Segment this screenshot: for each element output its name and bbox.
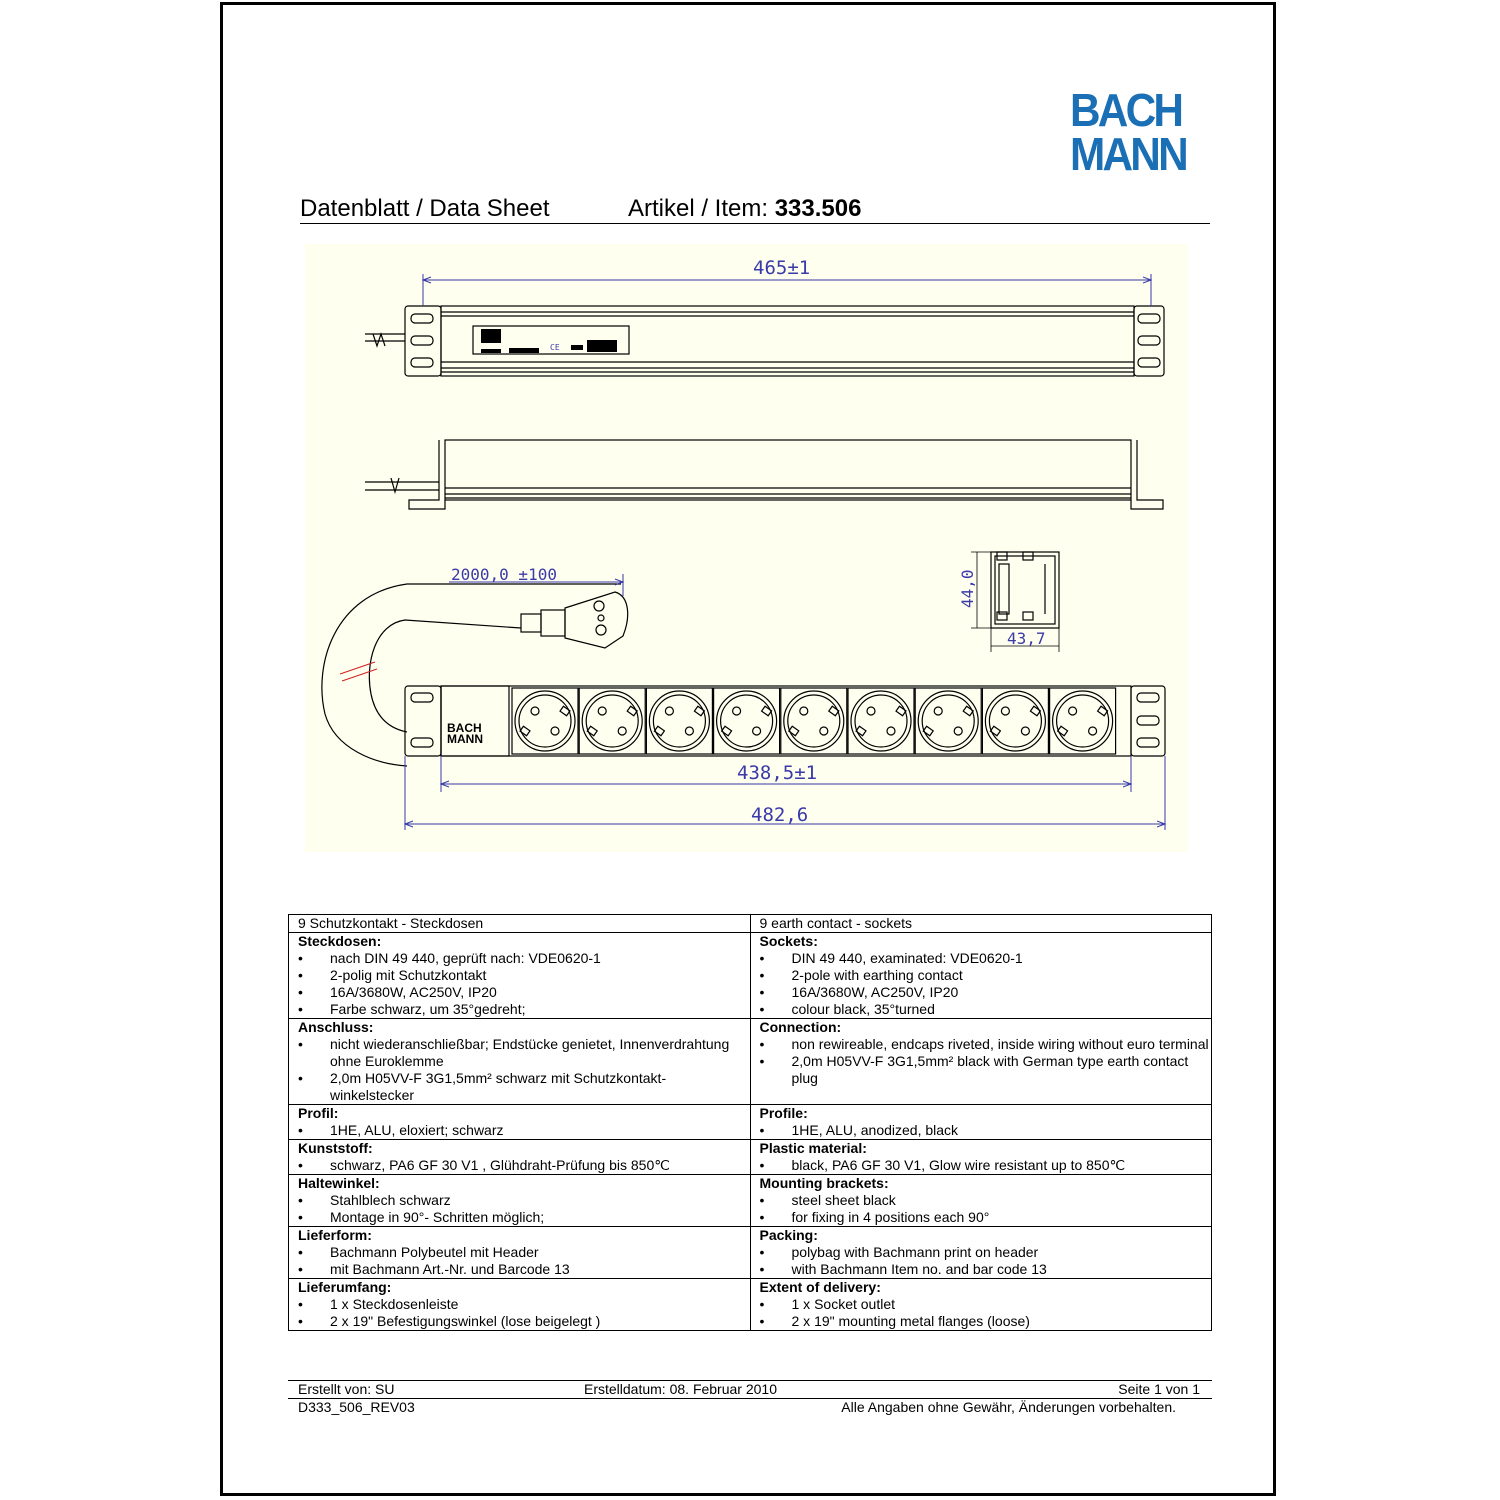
- footer-row-2: [288, 1399, 1212, 1416]
- bullet-item: • with Bachmann Item no. and bar code 13: [760, 1261, 1212, 1278]
- specs-cell-de: [289, 1227, 751, 1279]
- bullet-item: • DIN 49 440, examinated: VDE0620-1: [760, 950, 1212, 967]
- specs-cell-en: [750, 1105, 1212, 1140]
- section-heading: Lieferumfang:: [298, 1279, 392, 1295]
- dim-width-label: 43,7: [1007, 629, 1046, 648]
- specs-title-de: 9 Schutzkontakt - Steckdosen: [289, 915, 751, 933]
- bullet-item: • Farbe schwarz, um 35°gedreht;: [298, 1001, 750, 1018]
- section-heading: Extent of delivery:: [759, 1279, 881, 1295]
- bullet-list: [760, 1122, 1212, 1139]
- bullet-list: [760, 1192, 1212, 1226]
- specs-row: [289, 933, 1212, 1019]
- bullet-item: • Montage in 90°- Schritten möglich;: [298, 1209, 750, 1226]
- bullet-list: [298, 1192, 750, 1226]
- specs-row: [289, 1105, 1212, 1140]
- section-heading: Profil:: [298, 1105, 339, 1121]
- drawing-svg: [305, 244, 1188, 852]
- footer-created-by: Erstellt von: SU: [298, 1381, 395, 1397]
- item-label-text: Artikel / Item:: [628, 195, 775, 222]
- socket-icon: [512, 688, 578, 754]
- bullet-item: • 2,0m H05VV-F 3G1,5mm² schwarz mit Schutzkontakt-winkelstecker: [298, 1070, 750, 1104]
- specs-row: [289, 1175, 1212, 1227]
- specs-title-en: 9 earth contact - sockets: [750, 915, 1212, 933]
- small-logo-line-1: BACH: [447, 721, 482, 735]
- bullet-item: • non rewireable, endcaps riveted, inside wiring without euro terminal: [760, 1036, 1212, 1053]
- sockets-group: [512, 688, 1116, 754]
- dim-length-label: 465±1: [753, 257, 811, 279]
- item-label: [628, 195, 861, 223]
- dim-height-label: 44,0: [958, 569, 977, 608]
- specs-row: [289, 1279, 1212, 1331]
- specs-table: [288, 914, 1212, 1331]
- bullet-list: [298, 1244, 750, 1278]
- footer-created-date: Erstelldatum: 08. Februar 2010: [584, 1381, 777, 1397]
- socket-icon: [646, 688, 712, 754]
- section-heading: Lieferform:: [298, 1227, 372, 1243]
- logo-line-2: MANN: [1070, 128, 1186, 180]
- dim-inner-label: 438,5±1: [737, 762, 818, 784]
- specs-row: [289, 1140, 1212, 1175]
- specs-cell-en: [750, 1279, 1212, 1331]
- bullet-list: [298, 950, 750, 1018]
- specs-cell-de: [289, 933, 751, 1019]
- footer: [288, 1380, 1212, 1416]
- bullet-item: • 2 x 19" Befestigungswinkel (lose beigelegt ): [298, 1313, 750, 1330]
- section-heading: Profile:: [759, 1105, 808, 1121]
- bachmann-logo: [1070, 84, 1199, 180]
- bullet-item: • Bachmann Polybeutel mit Header: [298, 1244, 750, 1261]
- bullet-item: • for fixing in 4 positions each 90°: [760, 1209, 1212, 1226]
- specs-cell-de: [289, 1019, 751, 1105]
- footer-disclaimer: Alle Angaben ohne Gewähr, Änderungen vorbehalten.: [841, 1399, 1176, 1415]
- section-heading: Packing:: [759, 1227, 818, 1243]
- bullet-item: • nicht wiederanschließbar; Endstücke genietet, Innenverdrahtung ohne Euroklemme: [298, 1036, 750, 1070]
- socket-icon: [915, 688, 981, 754]
- bullet-item: • Stahlblech schwarz: [298, 1192, 750, 1209]
- bullet-item: • 1 x Steckdosenleiste: [298, 1296, 750, 1313]
- specs-title-row: [289, 915, 1212, 933]
- section-heading: Haltewinkel:: [298, 1175, 380, 1191]
- bullet-list: [298, 1122, 750, 1139]
- document-title: Datenblatt / Data Sheet: [300, 195, 550, 222]
- socket-icon: [781, 688, 847, 754]
- item-number: 333.506: [774, 195, 862, 222]
- bullet-list: [760, 1157, 1212, 1174]
- bullet-item: • 1HE, ALU, anodized, black: [760, 1122, 1212, 1139]
- dim-cable-label: 2000,0 ±100: [451, 565, 557, 584]
- logo-line-1: BACH: [1070, 84, 1182, 136]
- socket-icon: [714, 688, 780, 754]
- bullet-item: • 1 x Socket outlet: [760, 1296, 1212, 1313]
- bullet-item: • 2-polig mit Schutzkontakt: [298, 967, 750, 984]
- socket-icon: [848, 688, 914, 754]
- bullet-item: • 16A/3680W, AC250V, IP20: [760, 984, 1212, 1001]
- section-heading: Connection:: [759, 1019, 842, 1035]
- footer-doc-code: D333_506_REV03: [298, 1399, 415, 1415]
- specs-cell-de: [289, 1140, 751, 1175]
- specs-cell-en: [750, 1175, 1212, 1227]
- footer-page: Seite 1 von 1: [1118, 1381, 1200, 1397]
- specs-row: [289, 1019, 1212, 1105]
- section-heading: Anschluss:: [298, 1019, 374, 1035]
- bullet-item: • 2 x 19" mounting metal flanges (loose): [760, 1313, 1212, 1330]
- specs-row: [289, 1227, 1212, 1279]
- specs-body: [289, 915, 1212, 1331]
- bullet-item: • colour black, 35°turned: [760, 1001, 1212, 1018]
- section-heading: Steckdosen:: [298, 933, 382, 949]
- bullet-item: • black, PA6 GF 30 V1, Glow wire resistant up to 850℃: [760, 1157, 1212, 1174]
- document-header: [300, 195, 1210, 224]
- bullet-list: [298, 1036, 750, 1104]
- specs-cell-en: [750, 1227, 1212, 1279]
- bullet-item: • polybag with Bachmann print on header: [760, 1244, 1212, 1261]
- plug-icon: [521, 592, 628, 648]
- section-heading: Kunststoff:: [298, 1140, 373, 1156]
- section-heading: Sockets:: [759, 933, 818, 949]
- specs-cell-de: [289, 1279, 751, 1331]
- side-view: [365, 440, 1163, 509]
- bullet-list: [760, 1244, 1212, 1278]
- bullet-list: [298, 1296, 750, 1330]
- bullet-item: • 16A/3680W, AC250V, IP20: [298, 984, 750, 1001]
- bullet-list: [760, 950, 1212, 1018]
- specs-cell-en: [750, 1019, 1212, 1105]
- section-heading: Plastic material:: [759, 1140, 867, 1156]
- small-logo-line-2: MANN: [447, 732, 483, 746]
- bullet-item: • 2-pole with earthing contact: [760, 967, 1212, 984]
- specs-cell-en: [750, 933, 1212, 1019]
- socket-icon: [982, 688, 1048, 754]
- bullet-item: • nach DIN 49 440, geprüft nach: VDE0620-1: [298, 950, 750, 967]
- ce-mark: CE: [550, 343, 560, 352]
- bullet-item: • 1HE, ALU, eloxiert; schwarz: [298, 1122, 750, 1139]
- bullet-list: [298, 1157, 750, 1174]
- bullet-list: [760, 1296, 1212, 1330]
- socket-icon: [579, 688, 645, 754]
- footer-row-1: [288, 1380, 1212, 1399]
- socket-icon: [1050, 688, 1116, 754]
- specs-cell-de: [289, 1105, 751, 1140]
- bullet-item: • schwarz, PA6 GF 30 V1 , Glühdraht-Prüfung bis 850℃: [298, 1157, 750, 1174]
- specs-cell-de: [289, 1175, 751, 1227]
- technical-drawing: [305, 244, 1188, 852]
- bullet-item: • steel sheet black: [760, 1192, 1212, 1209]
- cross-section: [991, 552, 1059, 628]
- bullet-item: • mit Bachmann Art.-Nr. und Barcode 13: [298, 1261, 750, 1278]
- dim-total-label: 482,6: [751, 804, 809, 826]
- bullet-list: [760, 1036, 1212, 1087]
- specs-cell-en: [750, 1140, 1212, 1175]
- section-heading: Mounting brackets:: [759, 1175, 889, 1191]
- bullet-item: • 2,0m H05VV-F 3G1,5mm² black with German type earth contact plug: [760, 1053, 1212, 1087]
